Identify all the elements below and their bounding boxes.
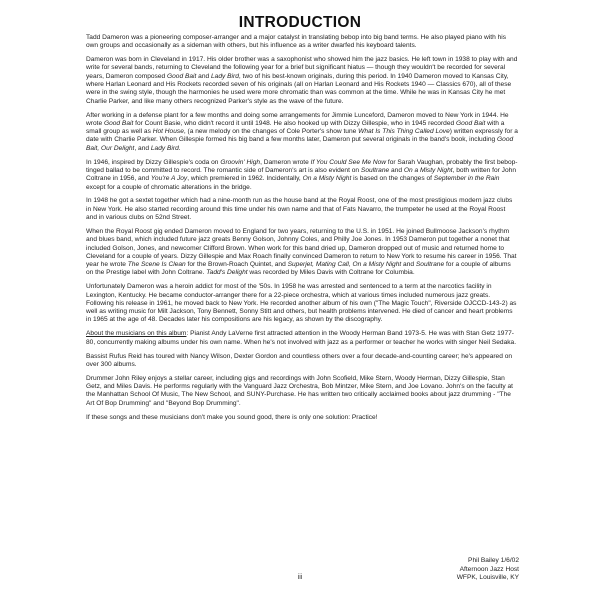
song-title: Soultrane	[415, 261, 445, 269]
song-title: The Scene Is Clean	[127, 261, 186, 269]
song-title: Good Bait, Our Delight	[86, 136, 514, 152]
page-title: INTRODUCTION	[238, 14, 362, 31]
text-run: ) written expressly for a date with Charlie Parker. When Gillespie formed his big band a few months later, Dameron put several originals in the band's book, including	[86, 128, 518, 144]
text-run: Drummer John Riley enjoys a stellar career, including gigs and recordings with John Scofield, Mike Stern, Woody Herman, Dizzy Gillespie, Stan Getz, and Miles Davis. He performs regularly with the Vanguard Jazz Orchestra, Bob Mintzer, Mike Stern, and Joe Lovano. John's on the faculty at the Manhattan School Of Music, The New School, and SUNY-Purchase. He has written two critically acclaimed books about jazz drumming - "The Art Of Bop Drumming" and "Beyond Bop Drumming".	[86, 374, 514, 407]
text-run: , (a new melody on the changes of Cole Porter's show tune	[183, 128, 359, 136]
song-title: Lady Bird	[211, 72, 239, 80]
section-heading: About the musicians on this album	[86, 330, 187, 338]
text-run: Unfortunately Dameron was a heroin addict for most of the '50s. In 1958 he was arrested and sentenced to a term at the narcotics facility in Lexington, Kentucky. He became conductor-arranger there for a 22-piece orchestra, which at various times included numerous jazz greats. Following his release in 1961, he moved back to New York. He recorded another album of his own ("The Magic Touch", Riverside OJCCD-143-2) as well as writing music for Milt Jackson, Tony Bennett, Sonny Stitt and others, but health problems intervened. He died of cancer and heart problems in 1965 at the age of 48. Decades later his compositions are his legacy, as shown by the discography.	[86, 283, 517, 324]
text-run: for Count Basie, who didn't record it until 1948. He also hooked up with Dizzy Gillespie, who in 1945 recorded	[133, 119, 456, 127]
body-text	[86, 34, 518, 427]
text-run: Dameron was born in Cleveland in 1917. His older brother was a saxophonist who showed him the jazz basics. He left town in 1938 to play with and write for several bands, returning to Cleveland the following year for a brief but significant hiatus — though they wouldn't be recorded for several years, Dameron composed	[86, 56, 518, 80]
paragraph-bassist	[86, 353, 518, 370]
text-run: is based on the changes of	[351, 175, 434, 183]
paragraph-later-years	[86, 283, 518, 324]
text-run: and	[401, 261, 416, 269]
paragraph-closing	[86, 414, 518, 422]
text-run: for a couple of albums on the Prestige label with John Coltrane.	[86, 261, 511, 277]
song-title: Tadd's Delight	[206, 269, 248, 277]
text-run: After working in a defense plant for a few months and doing some arrangements for Jimmie Lunceford, Dameron moved to New York in 1944. He wrote	[86, 111, 509, 127]
text-run: with a small group as well as	[86, 119, 505, 136]
paragraph-musicians	[86, 330, 518, 347]
text-run: was recorded by Miles Davis with Coltrane for Columbia.	[247, 269, 415, 277]
text-run: : Pianist Andy LaVerne first attracted attention in the Woody Herman Band 1973-5. He was with Stan Getz 1977-80, concurrently making albums under his own name. When he's not involved with jazz as a performer or teacher he works with singer Neil Sedaka.	[86, 330, 517, 346]
text-run: When the Royal Roost gig ended Dameron moved to England for two years, returning to the U.S. in 1951. He joined Bullmoose Jackson's rhythm and blues band, which included future jazz greats Benny Golson, Johnny Coles, and Philly Joe Jones. In 1953 Dameron put together a nonet that included Golson, Jones, and newcomer Clifford Brown. When work for this band dried up, Dameron dropped out of music and returned home to Cleveland for a couple of years. Dizzy Gillespie and Max Roach finally convinced Dameron to return to New York to resume his career in 1956. That year he wrote	[86, 227, 517, 269]
song-title: What Is This Thing Called Love	[358, 128, 450, 136]
paragraph-early-years	[86, 56, 518, 106]
author-title: Afternoon Jazz Host	[459, 565, 519, 573]
paragraph-ballads	[86, 159, 518, 192]
paragraph-drummer	[86, 375, 518, 408]
song-title: Good Bait	[167, 72, 197, 80]
text-run: .	[178, 144, 181, 152]
text-run: , two of his best-known originals, during this period. In 1940 Dameron moved to Kansas City, where Harlan Leonard and His Rockets recorded seven of his originals (all on Harlan Leonard and His Rockets 1940 — Classics 670), all of these were in the swing style, though the harmonies he used were more chromatic than was common at the time. While he was in Kansas City he met Charlie Parker, and like many others recognized Parker's style as the wave of the future.	[86, 72, 512, 105]
text-run: Tadd Dameron was a pioneering composer-arranger and a major catalyst in translating bebop into big band terms. He also played piano with his own groups and occasionally as a sideman with others, but his influence as a writer dwarfed his keyboard talents.	[86, 34, 507, 50]
song-title: September in the Rain	[433, 175, 500, 183]
text-run: and	[389, 166, 404, 174]
text-run: except for a couple of chromatic alterations in the bridge.	[86, 183, 252, 191]
song-title: Lady Bird	[150, 144, 179, 152]
text-run: , both written for John Coltrane in 1956, and	[86, 166, 516, 183]
song-title: Superjet, Mating Call, On a Misty Night	[287, 261, 402, 269]
author-station: WFPK, Louisville, KY	[456, 574, 519, 581]
paragraph-england-return	[86, 228, 518, 278]
text-run: , which premiered in 1962. Incidentally,	[187, 175, 303, 183]
song-title: Good Bait	[456, 119, 486, 127]
song-title: On a Misty Night	[302, 175, 352, 183]
song-title: If You Could See Me Now	[310, 158, 387, 166]
paragraph-royal-roost	[86, 197, 518, 222]
text-run: If these songs and these musicians don't make you sound good, there is only one solution: Practice!	[86, 413, 378, 421]
song-title: You're A Joy	[150, 175, 188, 183]
text-run: for Sarah Vaughan, probably the first bebop-tinged ballad to be committed to record. The romantic side of Dameron's art is also evident on	[86, 158, 518, 174]
song-title: Groovin' High	[220, 158, 261, 166]
song-title: On a Misty Night	[403, 166, 453, 174]
paragraph-dameron-intro	[86, 34, 518, 51]
text-run: , and	[134, 144, 151, 152]
text-run: In 1946, inspired by Dizzy Gillespie's coda on	[86, 158, 221, 166]
text-run: Bassist Rufus Reid has toured with Nancy Wilson, Dexter Gordon and countless others over a four decade-and-counting career; he's appeared on over 300 albums.	[86, 352, 513, 368]
song-title: Hot House	[152, 128, 184, 136]
text-run: and	[196, 72, 211, 80]
text-run: , Dameron wrote	[260, 158, 311, 166]
page-number: iii	[297, 574, 303, 581]
song-title: Good Bait	[103, 119, 134, 127]
song-title: Soultrane	[360, 166, 390, 174]
author-name-date: Phil Bailey 1/6/02	[468, 557, 519, 564]
paragraph-new-york	[86, 112, 518, 153]
text-run: In 1948 he got a sextet together which had a nine-month run as the house band at the Royal Roost, one of the most prestigious modern jazz clubs in New York. He also started recording around this time under his own name and that of Fats Navarro, the trumpeter he used at the Royal Roost and in various clubs on 52nd Street.	[86, 197, 513, 222]
text-run: for the Brown-Roach Quintet, and	[185, 261, 288, 269]
